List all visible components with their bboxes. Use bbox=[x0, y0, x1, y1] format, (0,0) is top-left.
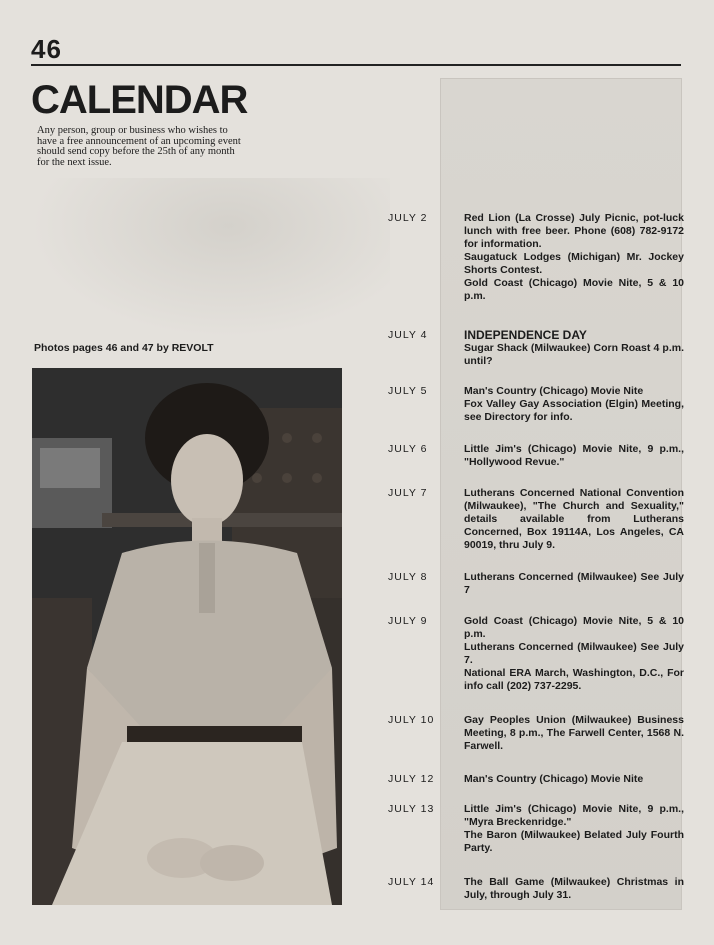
event-text: Man's Country (Chicago) Movie Nite bbox=[464, 773, 644, 785]
entry-events bbox=[464, 803, 684, 855]
portrait-illustration bbox=[32, 368, 342, 905]
header-rule bbox=[31, 64, 681, 66]
event-text: Man's Country (Chicago) Movie Nite bbox=[464, 385, 644, 397]
entry-date: JULY 12 bbox=[388, 773, 435, 785]
photo-caption: Photos pages 46 and 47 by REVOLT bbox=[34, 342, 214, 354]
entry-date: JULY 13 bbox=[388, 803, 435, 815]
entry-events bbox=[464, 571, 684, 597]
entry-events bbox=[464, 876, 684, 902]
entry-events bbox=[464, 212, 684, 303]
page-number: 46 bbox=[31, 34, 62, 64]
entry-events bbox=[464, 615, 684, 693]
entry-events bbox=[464, 385, 684, 424]
event-text: Lutherans Concerned (Milwaukee) See July 7 bbox=[464, 571, 684, 596]
event-text: Gold Coast (Chicago) Movie Nite, 5 & 10 p.m. bbox=[464, 277, 684, 302]
event-text: Fox Valley Gay Association (Elgin) Meeting, see Directory for info. bbox=[464, 398, 684, 423]
entry-date: JULY 8 bbox=[388, 571, 428, 583]
event-text: The Baron (Milwaukee) Belated July Fourth Party. bbox=[464, 829, 684, 854]
entry-date: JULY 6 bbox=[388, 443, 428, 455]
event-text: Little Jim's (Chicago) Movie Nite, 9 p.m., "Hollywood Revue." bbox=[464, 443, 684, 468]
entry-date: JULY 5 bbox=[388, 385, 428, 397]
show-through-background-left bbox=[30, 178, 390, 338]
entry-date: JULY 4 bbox=[388, 329, 428, 341]
entry-date: JULY 7 bbox=[388, 487, 428, 499]
event-text: Lutherans Concerned National Convention (Milwaukee), "The Church and Sexuality," details available from Lutherans Concerned, Box 19114A, Los Angeles, CA 90019, thru July 9. bbox=[464, 487, 684, 551]
portrait-photo bbox=[32, 368, 342, 905]
entry-events bbox=[464, 329, 684, 368]
event-text: National ERA March, Washington, D.C., For info call (202) 737-2295. bbox=[464, 667, 684, 692]
entry-date: JULY 2 bbox=[388, 212, 428, 224]
page-title: CALENDAR bbox=[31, 78, 248, 122]
intro-text: Any person, group or business who wishes to have a free announcement of an upcoming event should send copy before the 25th of any month for the next issue. bbox=[37, 125, 241, 168]
event-text: Red Lion (La Crosse) July Picnic, pot-luck lunch with free beer. Phone (608) 782-9172 for information. bbox=[464, 212, 684, 250]
entry-date: JULY 9 bbox=[388, 615, 428, 627]
entry-events bbox=[464, 714, 684, 753]
event-heading: INDEPENDENCE DAY bbox=[464, 328, 587, 342]
event-text: Sugar Shack (Milwaukee) Corn Roast 4 p.m. until? bbox=[464, 342, 684, 367]
event-text: Gold Coast (Chicago) Movie Nite, 5 & 10 p.m. bbox=[464, 615, 684, 640]
entry-events bbox=[464, 487, 684, 552]
entry-date: JULY 10 bbox=[388, 714, 435, 726]
event-text: Lutherans Concerned (Milwaukee) See July 7. bbox=[464, 641, 684, 666]
event-text: Saugatuck Lodges (Michigan) Mr. Jockey Shorts Contest. bbox=[464, 251, 684, 276]
entry-date: JULY 14 bbox=[388, 876, 435, 888]
event-text: Gay Peoples Union (Milwaukee) Business Meeting, 8 p.m., The Farwell Center, 1568 N. Farwell. bbox=[464, 714, 684, 752]
event-text: The Ball Game (Milwaukee) Christmas in July, through July 31. bbox=[464, 876, 684, 901]
event-text: Little Jim's (Chicago) Movie Nite, 9 p.m., "Myra Breckenridge." bbox=[464, 803, 684, 828]
entry-events bbox=[464, 443, 684, 469]
entry-events bbox=[464, 773, 684, 786]
